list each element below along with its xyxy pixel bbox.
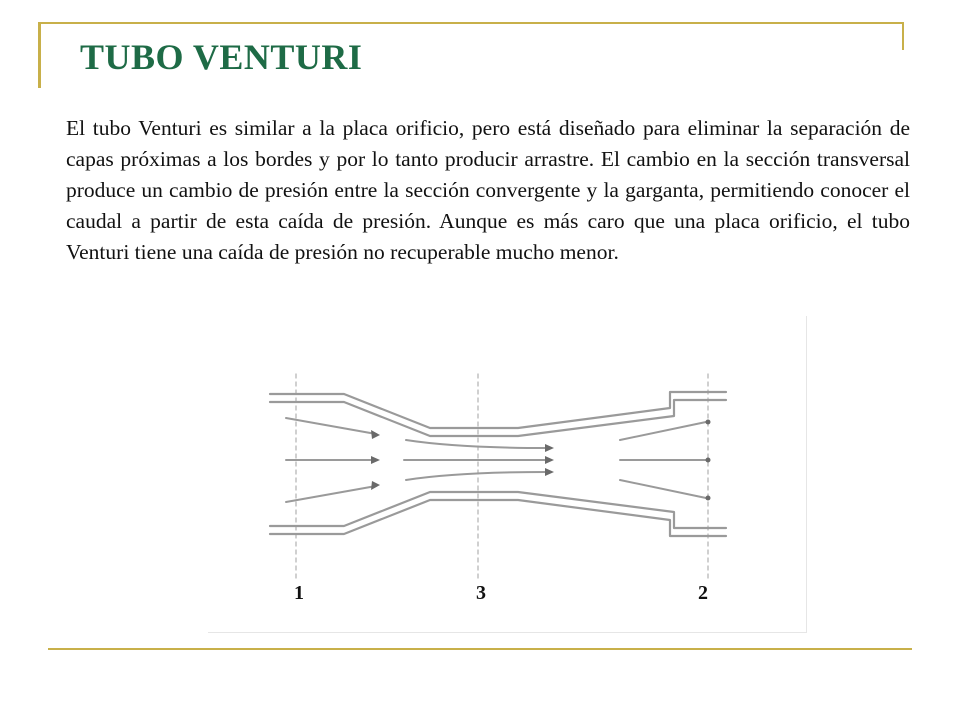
inlet-streamline-bottom (286, 486, 376, 502)
body-paragraph: El tubo Venturi es similar a la placa orificio, pero está diseñado para eliminar la separación de capas próximas a los bordes y por lo tanto producir arrastre. El cambio en la sección transversal produce un cambio de presión entre la sección convergente y la garganta, permitiendo conocer el caudal a partir de esta caída de presión. Aunque es más caro que una placa orificio, el tubo Venturi tiene una caída de presión no recuperable mucho menor. (66, 116, 910, 264)
slide-title: TUBO VENTURI (80, 37, 363, 77)
upper-wall-inner (270, 400, 726, 436)
top-rule (40, 22, 904, 24)
left-accent-bar (38, 22, 41, 88)
arrow-head-icon (545, 456, 554, 464)
upper-wall-outer (270, 392, 726, 428)
throat-streamline-3 (406, 472, 548, 480)
bottom-rule (48, 648, 912, 650)
top-rule-end-tick (902, 22, 904, 50)
arrow-head-icon (371, 430, 380, 439)
lower-wall-outer (270, 500, 726, 536)
arrow-head-icon (371, 481, 380, 490)
throat-streamline-1 (406, 440, 548, 448)
outlet-streamline-bottom (620, 480, 706, 498)
pressure-tap-icon (706, 420, 711, 425)
inlet-streamline-top (286, 418, 376, 434)
pressure-tap-icon (706, 458, 711, 463)
section-label-1: 1 (294, 582, 304, 604)
venturi-diagram (208, 316, 807, 633)
section-label-3: 3 (476, 582, 486, 604)
outlet-streamline-top (620, 422, 706, 440)
lower-wall-inner (270, 492, 726, 528)
arrow-head-icon (545, 468, 554, 476)
arrow-head-icon (371, 456, 380, 464)
pressure-tap-icon (706, 496, 711, 501)
section-label-2: 2 (698, 582, 708, 604)
arrow-head-icon (545, 444, 554, 452)
